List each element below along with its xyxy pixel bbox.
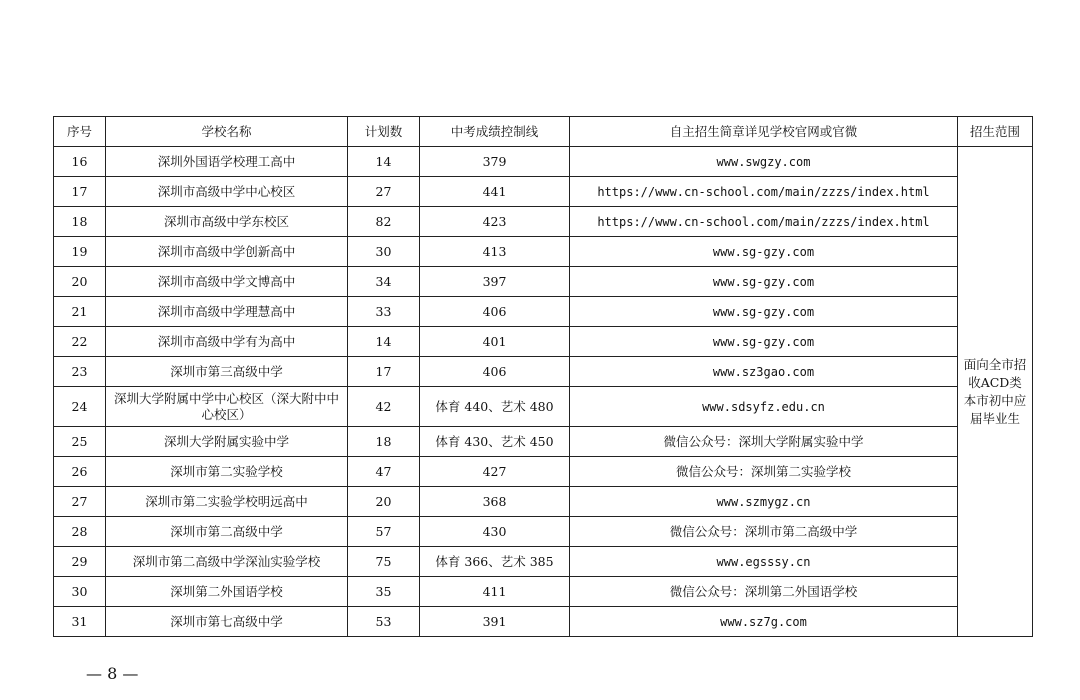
cell-website: www.sz7g.com <box>570 607 958 637</box>
header-scope: 招生范围 <box>958 117 1033 147</box>
table-row <box>54 177 1033 207</box>
cell-school-name: 深圳市第七高级中学 <box>106 607 348 637</box>
cell-score-line: 406 <box>420 297 570 327</box>
table-row <box>54 487 1033 517</box>
cell-score-line: 441 <box>420 177 570 207</box>
cell-website: 微信公众号：深圳大学附属实验中学 <box>570 427 958 457</box>
cell-plan: 18 <box>348 427 420 457</box>
cell-score-line: 413 <box>420 237 570 267</box>
cell-website: 微信公众号：深圳第二实验学校 <box>570 457 958 487</box>
cell-plan: 14 <box>348 327 420 357</box>
cell-school-name: 深圳市高级中学理慧高中 <box>106 297 348 327</box>
cell-website: www.egsssy.cn <box>570 547 958 577</box>
cell-school-name: 深圳大学附属实验中学 <box>106 427 348 457</box>
cell-website: https://www.cn-school.com/main/zzzs/index.html <box>570 177 958 207</box>
header-school-name: 学校名称 <box>106 117 348 147</box>
cell-score-line: 427 <box>420 457 570 487</box>
cell-plan: 35 <box>348 577 420 607</box>
cell-plan: 17 <box>348 357 420 387</box>
table-row <box>54 517 1033 547</box>
cell-score-line: 379 <box>420 147 570 177</box>
cell-school-name: 深圳市第二高级中学 <box>106 517 348 547</box>
cell-school-name: 深圳市第二实验学校明远高中 <box>106 487 348 517</box>
cell-no: 28 <box>54 517 106 547</box>
cell-plan: 47 <box>348 457 420 487</box>
cell-plan: 75 <box>348 547 420 577</box>
cell-school-name: 深圳市第三高级中学 <box>106 357 348 387</box>
cell-plan: 27 <box>348 177 420 207</box>
table-row <box>54 267 1033 297</box>
cell-score-line: 423 <box>420 207 570 237</box>
cell-score-line: 406 <box>420 357 570 387</box>
table-row <box>54 607 1033 637</box>
cell-website: 微信公众号：深圳市第二高级中学 <box>570 517 958 547</box>
cell-no: 18 <box>54 207 106 237</box>
header-score-line: 中考成绩控制线 <box>420 117 570 147</box>
header-website: 自主招生简章详见学校官网或官微 <box>570 117 958 147</box>
header-no: 序号 <box>54 117 106 147</box>
cell-website: www.swgzy.com <box>570 147 958 177</box>
cell-school-name: 深圳市高级中学有为高中 <box>106 327 348 357</box>
cell-website: 微信公众号：深圳第二外国语学校 <box>570 577 958 607</box>
cell-no: 26 <box>54 457 106 487</box>
cell-website: www.sz3gao.com <box>570 357 958 387</box>
cell-school-name: 深圳市高级中学文博高中 <box>106 267 348 297</box>
table-row <box>54 577 1033 607</box>
cell-plan: 14 <box>348 147 420 177</box>
cell-website: www.sdsyfz.edu.cn <box>570 387 958 427</box>
cell-no: 19 <box>54 237 106 267</box>
cell-no: 20 <box>54 267 106 297</box>
cell-website: https://www.cn-school.com/main/zzzs/index.html <box>570 207 958 237</box>
table-row <box>54 297 1033 327</box>
cell-no: 23 <box>54 357 106 387</box>
cell-school-name: 深圳市高级中学东校区 <box>106 207 348 237</box>
cell-score-line: 391 <box>420 607 570 637</box>
cell-plan: 20 <box>348 487 420 517</box>
cell-website: www.sg-gzy.com <box>570 237 958 267</box>
cell-score-line: 411 <box>420 577 570 607</box>
cell-no: 21 <box>54 297 106 327</box>
cell-score-line: 401 <box>420 327 570 357</box>
cell-plan: 53 <box>348 607 420 637</box>
cell-score-line: 368 <box>420 487 570 517</box>
cell-no: 30 <box>54 577 106 607</box>
cell-school-name: 深圳外国语学校理工高中 <box>106 147 348 177</box>
cell-website: www.szmygz.cn <box>570 487 958 517</box>
cell-score-line: 430 <box>420 517 570 547</box>
cell-no: 16 <box>54 147 106 177</box>
cell-no: 24 <box>54 387 106 427</box>
cell-plan: 42 <box>348 387 420 427</box>
cell-score-line: 体育 430、艺术 450 <box>420 427 570 457</box>
table-row <box>54 327 1033 357</box>
cell-school-name: 深圳市高级中学中心校区 <box>106 177 348 207</box>
cell-school-name: 深圳市第二实验学校 <box>106 457 348 487</box>
cell-no: 22 <box>54 327 106 357</box>
cell-plan: 82 <box>348 207 420 237</box>
table-header-row <box>54 117 1033 147</box>
cell-no: 29 <box>54 547 106 577</box>
admission-table <box>53 116 1033 637</box>
table-row <box>54 207 1033 237</box>
cell-school-name: 深圳第二外国语学校 <box>106 577 348 607</box>
cell-no: 17 <box>54 177 106 207</box>
cell-plan: 30 <box>348 237 420 267</box>
cell-score-line: 397 <box>420 267 570 297</box>
cell-plan: 33 <box>348 297 420 327</box>
cell-school-name: 深圳大学附属中学中心校区（深大附中中心校区） <box>106 387 348 427</box>
cell-website: www.sg-gzy.com <box>570 327 958 357</box>
table-row <box>54 357 1033 387</box>
header-plan: 计划数 <box>348 117 420 147</box>
cell-plan: 57 <box>348 517 420 547</box>
cell-no: 31 <box>54 607 106 637</box>
page-number: — 8 — <box>86 664 139 683</box>
table-row <box>54 547 1033 577</box>
table-row <box>54 387 1033 427</box>
table-row <box>54 237 1033 267</box>
cell-no: 25 <box>54 427 106 457</box>
cell-website: www.sg-gzy.com <box>570 297 958 327</box>
cell-school-name: 深圳市高级中学创新高中 <box>106 237 348 267</box>
cell-plan: 34 <box>348 267 420 297</box>
cell-school-name: 深圳市第二高级中学深汕实验学校 <box>106 547 348 577</box>
table-row <box>54 147 1033 177</box>
table-row <box>54 427 1033 457</box>
cell-no: 27 <box>54 487 106 517</box>
table-row <box>54 457 1033 487</box>
cell-score-line: 体育 440、艺术 480 <box>420 387 570 427</box>
cell-score-line: 体育 366、艺术 385 <box>420 547 570 577</box>
cell-scope: 面向全市招收ACD类本市初中应届毕业生 <box>958 147 1033 637</box>
cell-website: www.sg-gzy.com <box>570 267 958 297</box>
